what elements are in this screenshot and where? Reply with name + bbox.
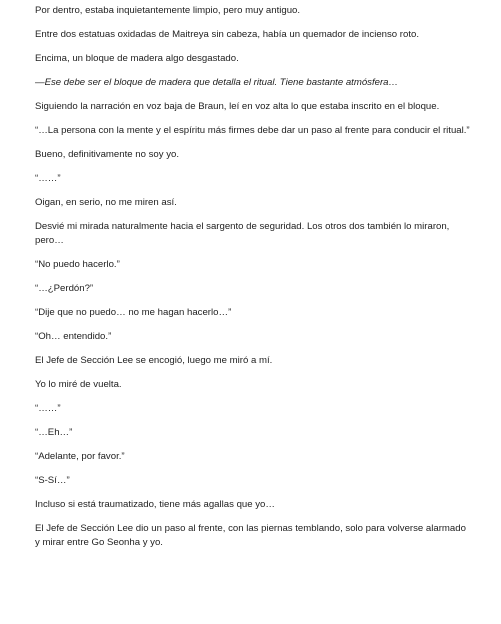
- paragraph-1: Por dentro, estaba inquietantemente limpio, pero muy antiguo.: [35, 5, 301, 16]
- paragraph-18: “…Eh…”: [35, 427, 73, 438]
- paragraph-16: Yo lo miré de vuelta.: [35, 379, 122, 390]
- paragraph-6: “…La persona con la mente y el espíritu más firmes debe dar un paso al frente para conducir el ritual.”: [35, 125, 470, 136]
- paragraph-15: El Jefe de Sección Lee se encogió, luego me miró a mí.: [35, 355, 273, 366]
- paragraph-8: “……”: [35, 173, 61, 184]
- paragraph-12: “…¿Perdón?”: [35, 283, 94, 294]
- paragraph-22: El Jefe de Sección Lee dio un paso al frente, con las piernas temblando, solo para volverse alarmado y mirar entre Go Seonha y yo.: [35, 523, 466, 548]
- paragraph-10: Desvié mi mirada naturalmente hacia el sargento de seguridad. Los otros dos también lo miraron, pero…: [35, 221, 450, 246]
- paragraph-11: “No puedo hacerlo.”: [35, 259, 120, 270]
- paragraph-5: Siguiendo la narración en voz baja de Braun, leí en voz alta lo que estaba inscrito en el bloque.: [35, 101, 440, 112]
- paragraph-21: Incluso si está traumatizado, tiene más agallas que yo…: [35, 499, 275, 510]
- paragraph-19: “Adelante, por favor.”: [35, 451, 125, 462]
- paragraph-7: Bueno, definitivamente no soy yo.: [35, 149, 179, 160]
- paragraph-2: Entre dos estatuas oxidadas de Maitreya sin cabeza, había un quemador de incienso roto.: [35, 29, 419, 40]
- paragraph-17: “……”: [35, 403, 61, 414]
- paragraph-20: “S-Sí…”: [35, 475, 70, 486]
- paragraph-3: Encima, un bloque de madera algo desgastado.: [35, 53, 239, 64]
- paragraph-4-italic-thought: —Ese debe ser el bloque de madera que detalla el ritual. Tiene bastante atmósfera…: [35, 77, 399, 88]
- paragraph-9: Oigan, en serio, no me miren así.: [35, 197, 177, 208]
- paragraph-13: “Dije que no puedo… no me hagan hacerlo…”: [35, 307, 232, 318]
- paragraph-14: “Oh… entendido.”: [35, 331, 112, 342]
